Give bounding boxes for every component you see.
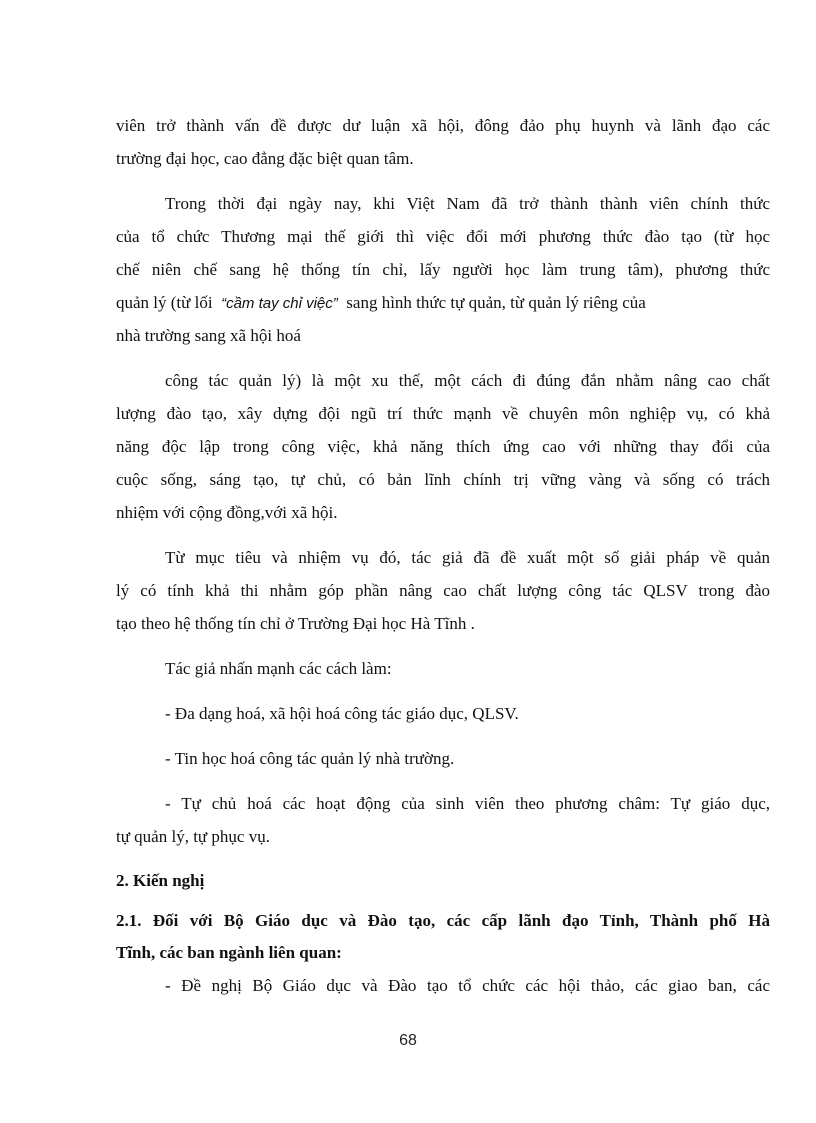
bullet-item: - Đề nghị Bộ Giáo dục và Đào tạo tổ chức các hội thảo, các giao ban, các (165, 976, 770, 995)
bullet-item-continuation: tự quản lý, tự phục vụ. (116, 827, 270, 846)
paragraph-line-with-quote (116, 292, 770, 315)
paragraph-line: nhiệm với cộng đồng,với xã hội. (116, 503, 338, 522)
subsection-heading: Tĩnh, các ban ngành liên quan: (116, 943, 342, 962)
bullet-item: - Tự chủ hoá các hoạt động của sinh viên theo phương châm: Tự giáo dục, (165, 794, 770, 813)
paragraph-line: lượng đào tạo, xây dựng đội ngũ trí thức mạnh về chuyên môn nghiệp vụ, có khả (116, 404, 770, 423)
text-run: sang hình thức tự quản, từ quản lý riêng của (346, 293, 646, 312)
paragraph-line: viên trở thành vấn đề được dư luận xã hội, đông đảo phụ huynh và lãnh đạo các (116, 116, 770, 135)
paragraph-line: của tổ chức Thương mại thế giới thì việc đổi mới phương thức đào tạo (từ học (116, 227, 770, 246)
subsection-heading: 2.1. Đối với Bộ Giáo dục và Đào tạo, các cấp lãnh đạo Tỉnh, Thành phố Hà (116, 911, 770, 930)
paragraph-line: Tác giả nhấn mạnh các cách làm: (165, 659, 392, 678)
paragraph-line: Từ mục tiêu và nhiệm vụ đó, tác giả đã đề xuất một số giải pháp về quản (165, 548, 770, 567)
text-run: quản lý (từ lối (116, 293, 213, 312)
bullet-item: - Đa dạng hoá, xã hội hoá công tác giáo dục, QLSV. (165, 704, 519, 723)
paragraph-line: lý có tính khả thi nhằm góp phần nâng cao chất lượng công tác QLSV trong đào (116, 581, 770, 600)
paragraph-line: tạo theo hệ thống tín chỉ ở Trường Đại học Hà Tĩnh . (116, 614, 475, 633)
paragraph-line: năng độc lập trong công việc, khả năng thích ứng cao với những thay đổi của (116, 437, 770, 456)
italic-quote: “cầm tay chỉ việc” (221, 295, 338, 312)
paragraph-line: cuộc sống, sáng tạo, tự chủ, có bản lĩnh chính trị vững vàng và sống có trách (116, 470, 770, 489)
paragraph-line: trường đại học, cao đẳng đặc biệt quan tâm. (116, 149, 414, 168)
paragraph-line: công tác quản lý) là một xu thế, một cách đi đúng đắn nhằm nâng cao chất (165, 371, 770, 390)
page-number: 68 (399, 1032, 417, 1049)
paragraph-line: nhà trường sang xã hội hoá (116, 326, 301, 345)
section-heading: 2. Kiến nghị (116, 871, 205, 890)
bullet-item: - Tin học hoá công tác quản lý nhà trường. (165, 749, 455, 768)
paragraph-line: chế niên chế sang hệ thống tín chỉ, lấy người học làm trung tâm), phương thức (116, 260, 770, 279)
paragraph-line: Trong thời đại ngày nay, khi Việt Nam đã trở thành thành viên chính thức (165, 194, 770, 213)
